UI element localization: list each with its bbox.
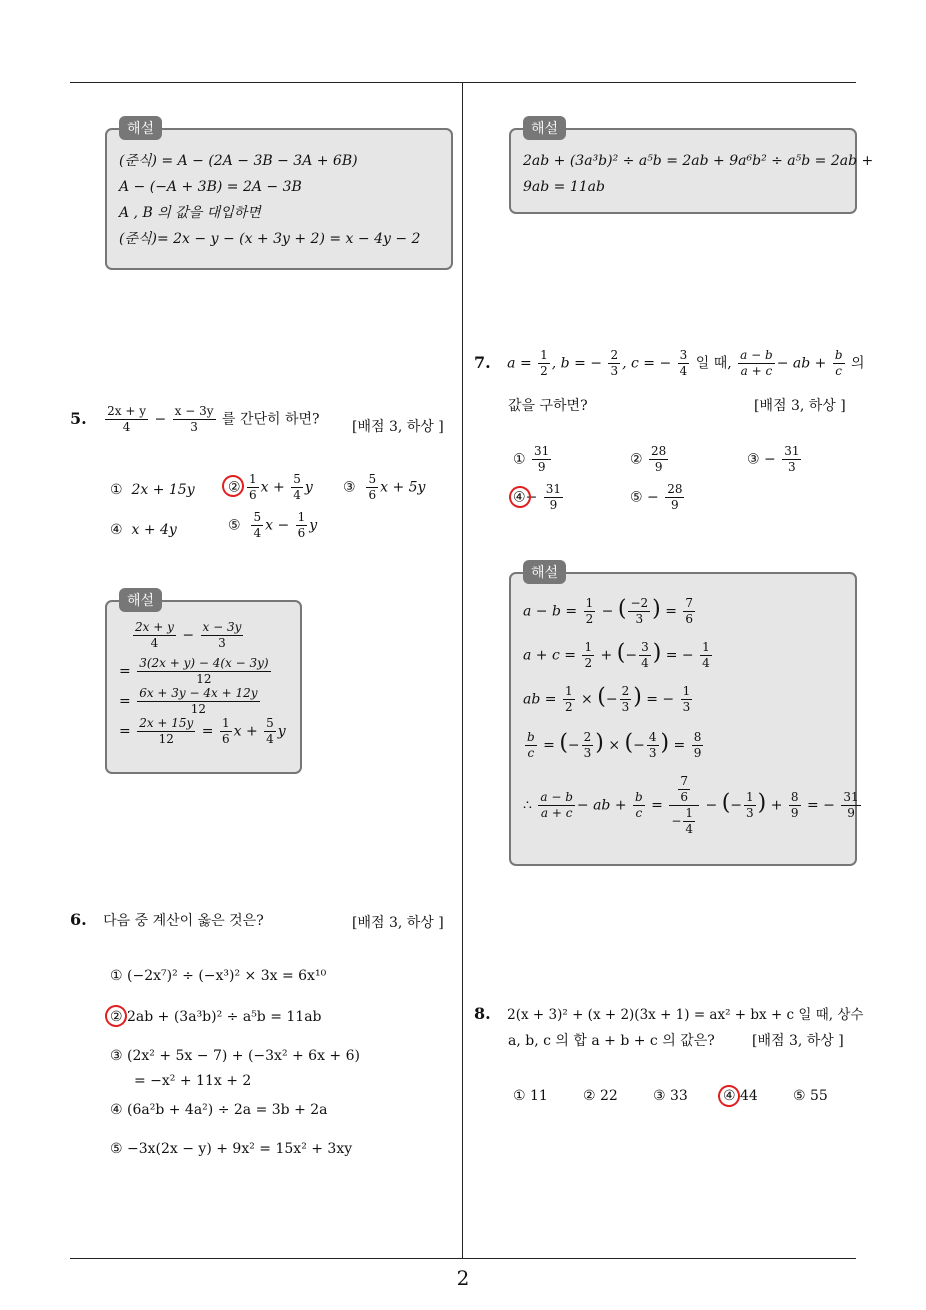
solution-line: (준식)= 2x − y − (x + 3y + 2) = x − 4y − 2 bbox=[119, 231, 421, 247]
question-number: 8. bbox=[474, 1004, 491, 1023]
solution-line: ∴ $\frac{a - b}{a + c}$ − ab + $\frac{b}{c}$ = $\frac{7}{6}$ − $\frac{1}{4}$ − (− $\frac{1}{3}$ ) + $\frac{8}{9}$ = − $\frac{31}{9}$ bbox=[523, 774, 859, 836]
q8-option-1[interactable]: ① 11 bbox=[513, 1088, 548, 1104]
question-number: 6. bbox=[70, 910, 87, 929]
q6-option-3-cont: = −x² + 11x + 2 bbox=[134, 1073, 252, 1089]
solution-line: a − b = $\frac{1}{2}$ − ( $\frac{-2}{3}$ ) = $\frac{7}{6}$ bbox=[523, 596, 694, 626]
question-8 bbox=[474, 1003, 863, 1023]
q8-option-4[interactable]: ④ 44 bbox=[723, 1088, 758, 1104]
solution-tag: 해설 bbox=[119, 588, 162, 612]
q5-option-3[interactable]: ③ $\frac{5}{6}$ x + 5y bbox=[343, 472, 426, 502]
q8-option-3[interactable]: ③ 33 bbox=[653, 1088, 688, 1104]
solution-line: A , B 의 값을 대입하면 bbox=[119, 205, 261, 221]
question-7-line2: 값을 구하면? bbox=[508, 398, 588, 414]
q7-option-2[interactable]: ② $\frac{28}{9}$ bbox=[630, 444, 667, 474]
column-divider bbox=[462, 83, 463, 1259]
solution-line: 2ab + (3a³b)² ÷ a⁵b = 2ab + 9a⁶b² ÷ a⁵b = 2ab + bbox=[523, 153, 874, 169]
q7-option-4[interactable]: ④− $\frac{31}{9}$ bbox=[513, 482, 562, 512]
q5-option-1[interactable]: ① 2x + 15y bbox=[110, 482, 195, 498]
q5-option-2[interactable]: ② $\frac{1}{6}$ x + $\frac{5}{4}$ y bbox=[228, 472, 313, 502]
question-number: 7. bbox=[474, 352, 491, 372]
solution-tag: 해설 bbox=[119, 116, 162, 140]
question-number: 5. bbox=[70, 408, 87, 428]
points-label: [배점 3, 하상 ] bbox=[352, 419, 444, 435]
bottom-rule bbox=[70, 1258, 856, 1259]
top-rule bbox=[70, 82, 856, 83]
question-text: 2(x + 3)² + (x + 2)(3x + 1) = ax² + bx + c 일 때, 상수 bbox=[507, 1007, 864, 1023]
q6-option-2[interactable]: ② 2ab + (3a³b)² ÷ a⁵b = 11ab bbox=[110, 1009, 322, 1025]
solution-line: ab = $\frac{1}{2}$ × (− $\frac{2}{3}$ ) = − $\frac{1}{3}$ bbox=[523, 684, 691, 714]
solution-line: a + c = $\frac{1}{2}$ + (− $\frac{3}{4}$ ) = − $\frac{1}{4}$ bbox=[523, 640, 710, 670]
q5-option-5[interactable]: ⑤ $\frac{5}{4}$ x − $\frac{1}{6}$ y bbox=[228, 510, 318, 540]
solution-tag: 해설 bbox=[523, 560, 566, 584]
q6-option-5[interactable]: ⑤ −3x(2x − y) + 9x² = 15x² + 3xy bbox=[110, 1141, 353, 1157]
points-label: [배점 3, 하상 ] bbox=[752, 1033, 844, 1049]
question-text: 다음 중 계산이 옳은 것은? bbox=[103, 913, 264, 929]
question-6 bbox=[70, 910, 264, 930]
solution-tag: 해설 bbox=[523, 116, 566, 140]
points-label: [배점 3, 하상 ] bbox=[352, 915, 444, 931]
q6-option-1[interactable]: ① (−2x⁷)² ÷ (−x³)² × 3x = 6x¹⁰ bbox=[110, 968, 327, 984]
q7-option-5[interactable]: ⑤ − $\frac{28}{9}$ bbox=[630, 482, 683, 512]
q6-option-3[interactable]: ③ (2x² + 5x − 7) + (−3x² + 6x + 6) bbox=[110, 1048, 360, 1064]
question-8-line2: a, b, c 의 합 a + b + c 의 값은? bbox=[508, 1033, 715, 1049]
solution-box-7 bbox=[509, 565, 859, 866]
solution-line: A − (−A + 3B) = 2A − 3B bbox=[119, 179, 302, 195]
solution-line: (준식) = A − (2A − 3B − 3A + 6B) bbox=[119, 153, 358, 169]
question-7: 7. a = $\frac{1}{2}$ , b = − $\frac{2}{3}$ , c = − $\frac{3}{4}$ 일 때, $\frac{a - b}{a + c}$ − ab + $\frac{b}{c}$ 의 bbox=[474, 348, 865, 378]
solution-box-4 bbox=[105, 121, 453, 270]
q8-option-5[interactable]: ⑤ 55 bbox=[793, 1088, 828, 1104]
page-number: 2 bbox=[456, 1266, 470, 1290]
solution-box-5: 해설 $\frac{2x + y}{4}$ − $\frac{x - 3y}{3}$ = $\frac{3(2x + y) - 4(x - 3y)}{12}$ = $\frac{6x + 3y - 4x + 12y}{12}$ = $\frac{2x + 15y}{12}$ = $\frac{1}{6}$ x + $\frac{5}{4}$ y bbox=[105, 600, 302, 774]
points-label: [배점 3, 하상 ] bbox=[754, 398, 846, 414]
q7-option-3[interactable]: ③ − $\frac{31}{3}$ bbox=[747, 444, 800, 474]
solution-box-6 bbox=[509, 121, 874, 214]
q7-option-1[interactable]: ① $\frac{31}{9}$ bbox=[513, 444, 550, 474]
question-text: 를 간단히 하면? bbox=[222, 411, 320, 428]
solution-line: $\frac{b}{c}$ = (− $\frac{2}{3}$ ) × (− $\frac{4}{3}$ ) = $\frac{8}{9}$ bbox=[527, 730, 702, 760]
solution-line: 9ab = 11ab bbox=[523, 179, 605, 195]
q5-option-4[interactable]: ④ x + 4y bbox=[110, 522, 177, 538]
q6-option-4[interactable]: ④ (6a²b + 4a²) ÷ 2a = 3b + 2a bbox=[110, 1102, 328, 1118]
question-5: 5. $\frac{2x + y}{4}$ − $\frac{x - 3y}{3}$ 를 간단히 하면? bbox=[70, 404, 320, 434]
q8-option-2[interactable]: ② 22 bbox=[583, 1088, 618, 1104]
